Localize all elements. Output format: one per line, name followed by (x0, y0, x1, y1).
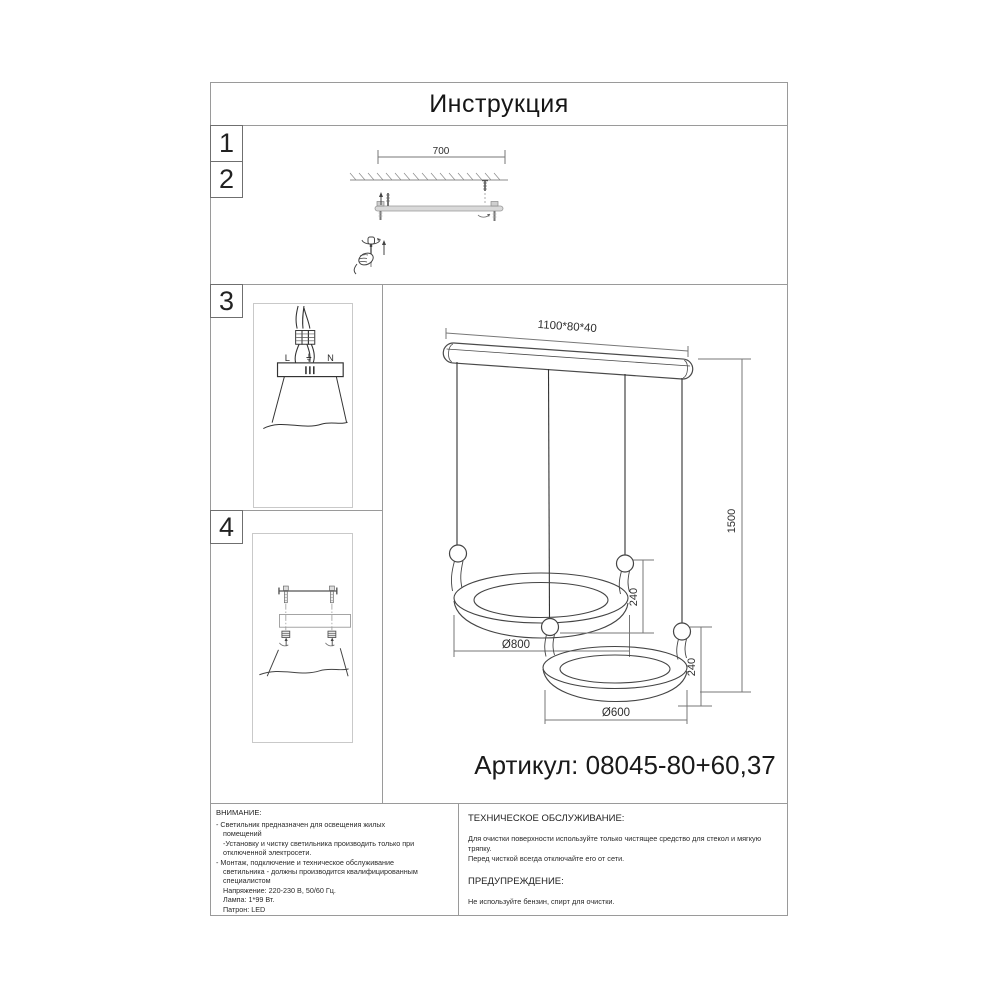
ceiling-hatch (350, 173, 508, 180)
maintenance-line: Перед чисткой всегда отключайте его от сети. (468, 854, 625, 863)
maintenance-line: Для очистки поверхности используйте только чистящее средство для стекол и мягкую тряпку. (468, 834, 762, 853)
hand-screwdriver-icon (354, 237, 386, 274)
dim-total-drop (698, 359, 751, 692)
title-divider (210, 125, 788, 126)
lock-nuts (279, 631, 335, 646)
step-4-label: 4 (210, 510, 243, 544)
footer-divider (210, 803, 788, 804)
attention-line: Патрон: LED (223, 904, 266, 914)
mounting-bar (375, 202, 503, 222)
dim-ring-small-diameter-label: Ø600 (601, 707, 631, 719)
dim-700-label: 700 (432, 146, 450, 157)
page-title: Инструкция (429, 90, 569, 118)
supply-wire (304, 308, 310, 329)
attention-line: - Светильник предназначен для освещения жилых (216, 820, 386, 829)
article-number: Артикул: 08045-80+60,37 (474, 750, 776, 780)
insert-screw (379, 192, 390, 206)
attention-line: - Монтаж, подключение и техническое обслуживание (216, 857, 394, 867)
ceiling-mount-drawing (338, 138, 520, 276)
dim-ring-large-diameter-label: Ø800 (501, 639, 531, 651)
attention-line: -Установку и чистку светильника производить только при (223, 838, 415, 848)
canopy (278, 363, 344, 377)
hanging-bolts (283, 586, 334, 630)
neutral-label: N (327, 352, 334, 363)
attachment-balls (450, 545, 691, 640)
dim-ring-large-diameter (454, 615, 630, 657)
canopy-mounting-diagram (252, 533, 353, 743)
attention-line: специалистом (223, 876, 271, 886)
footer-column-divider (458, 803, 459, 916)
step-3-label: 3 (210, 284, 243, 318)
shade-outline (263, 377, 347, 429)
lamp-wire (295, 344, 299, 363)
dim-ring-large-drop-label: 240 (628, 587, 640, 607)
maintenance-box (468, 813, 776, 907)
ring-large (451, 561, 629, 638)
attention-line: помещений (223, 829, 262, 839)
lamp-wire (311, 344, 314, 362)
shade-outline (259, 648, 348, 676)
warning-line: Не используйте бензин, спирт для очистки. (468, 897, 615, 906)
section-divider-top (210, 284, 788, 285)
attention-line: Лампа: 1*99 Вт. (223, 895, 275, 905)
attention-heading: ВНИМАНИЕ: (216, 808, 262, 817)
live-label: L (284, 352, 290, 363)
supply-wire (296, 306, 298, 329)
dim-total-drop-label: 1500 (726, 508, 738, 534)
dim-base-label: 1100*80*40 (537, 318, 598, 336)
pendant-base-bar (443, 342, 694, 379)
attention-line: Напряжение: 220-230 В, 50/60 Гц. (223, 885, 336, 895)
step-1-label: 1 (210, 125, 243, 162)
pendant-drawing (383, 316, 788, 749)
attention-line: светильника - должны производится квалифицированным (223, 867, 418, 877)
ceiling-screw (482, 180, 488, 205)
wiring-diagram (253, 303, 353, 508)
attention-line: отключенной электросети. (223, 848, 312, 858)
ring-small (543, 635, 687, 702)
maintenance-heading: ТЕХНИЧЕСКОЕ ОБСЛУЖИВАНИЕ: (468, 813, 625, 824)
dim-ring-small-drop-label: 240 (686, 657, 698, 677)
step-2-label: 2 (210, 161, 243, 198)
canopy-phantom (279, 614, 350, 627)
supply-wire (303, 306, 304, 329)
warning-heading: ПРЕДУПРЕЖДЕНИЕ: (468, 876, 564, 887)
ground-icon (306, 354, 311, 361)
attention-box (216, 808, 452, 914)
